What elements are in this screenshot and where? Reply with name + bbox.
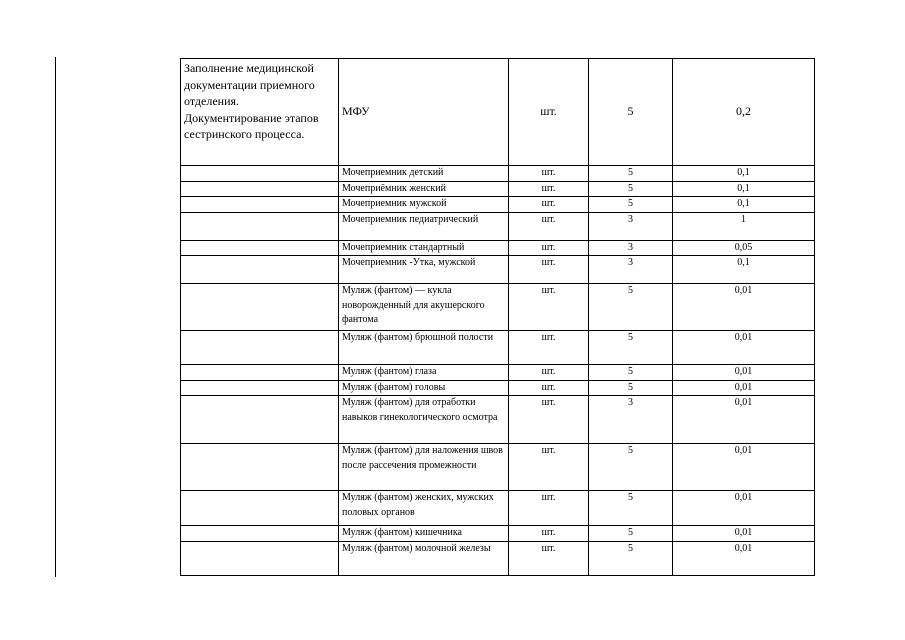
topic-cell bbox=[181, 166, 339, 182]
unit-cell: шт. bbox=[509, 365, 589, 381]
price-cell: 0,1 bbox=[673, 256, 815, 284]
quantity-cell: 5 bbox=[589, 541, 673, 575]
topic-cell bbox=[181, 256, 339, 284]
table-row bbox=[181, 284, 815, 331]
price-cell: 0,05 bbox=[673, 240, 815, 256]
quantity-cell: 5 bbox=[589, 181, 673, 197]
topic-cell bbox=[181, 331, 339, 365]
price-cell: 0,01 bbox=[673, 396, 815, 444]
item-name-cell: Муляж (фантом) брюшной полости bbox=[339, 331, 509, 365]
topic-cell bbox=[181, 240, 339, 256]
item-name-cell: Мочеприемник педиатрический bbox=[339, 212, 509, 240]
table-row bbox=[181, 491, 815, 526]
topic-cell bbox=[181, 212, 339, 240]
quantity-cell: 5 bbox=[589, 331, 673, 365]
topic-cell bbox=[181, 284, 339, 331]
item-name-cell: Мочеприемник детский bbox=[339, 166, 509, 182]
unit-cell bbox=[509, 59, 589, 166]
quantity-cell bbox=[589, 59, 673, 166]
quantity-cell: 5 bbox=[589, 166, 673, 182]
table-row bbox=[181, 181, 815, 197]
equipment-table bbox=[180, 58, 815, 576]
item-name-cell: Мочеприёмник женский bbox=[339, 181, 509, 197]
topic-cell bbox=[181, 444, 339, 491]
table-row bbox=[181, 365, 815, 381]
topic-cell: Заполнение медицинской документации приемного отделения. Документирование этапов сестринского процесса. bbox=[181, 59, 339, 166]
quantity-cell: 3 bbox=[589, 396, 673, 444]
topic-cell bbox=[181, 396, 339, 444]
item-name-cell: Мочеприемник мужской bbox=[339, 197, 509, 213]
unit-cell: шт. bbox=[509, 181, 589, 197]
price-cell: 1 bbox=[673, 212, 815, 240]
item-name-cell: Муляж (фантом) молочной железы bbox=[339, 541, 509, 575]
quantity-cell: 3 bbox=[589, 212, 673, 240]
unit-text: шт. bbox=[540, 103, 557, 118]
quantity-cell: 5 bbox=[589, 380, 673, 396]
table-row bbox=[181, 444, 815, 491]
item-name-cell: Мочеприемник -Утка, мужской bbox=[339, 256, 509, 284]
price-cell: 0,01 bbox=[673, 444, 815, 491]
item-name-cell bbox=[339, 59, 509, 166]
topic-cell bbox=[181, 197, 339, 213]
price-cell: 0,01 bbox=[673, 526, 815, 542]
price-cell: 0,1 bbox=[673, 197, 815, 213]
table-row bbox=[181, 541, 815, 575]
topic-cell bbox=[181, 491, 339, 526]
price-text: 0,2 bbox=[736, 103, 751, 118]
price-cell: 0,01 bbox=[673, 365, 815, 381]
topic-cell bbox=[181, 380, 339, 396]
item-name-cell: Муляж (фантом) кишечника bbox=[339, 526, 509, 542]
price-cell: 0,01 bbox=[673, 541, 815, 575]
quantity-cell: 5 bbox=[589, 197, 673, 213]
item-name-cell: Муляж (фантом) — кукла новорожденный для акушерского фантома bbox=[339, 284, 509, 331]
unit-cell: шт. bbox=[509, 331, 589, 365]
topic-cell bbox=[181, 541, 339, 575]
table-row bbox=[181, 59, 815, 166]
table-row bbox=[181, 526, 815, 542]
table-row bbox=[181, 380, 815, 396]
item-name-cell: Муляж (фантом) для отработки навыков гинекологического осмотра bbox=[339, 396, 509, 444]
table-row bbox=[181, 256, 815, 284]
quantity-cell: 3 bbox=[589, 256, 673, 284]
quantity-cell: 5 bbox=[589, 444, 673, 491]
unit-cell: шт. bbox=[509, 212, 589, 240]
table-row bbox=[181, 212, 815, 240]
topic-cell bbox=[181, 365, 339, 381]
page-margin-line bbox=[55, 57, 56, 577]
quantity-cell: 5 bbox=[589, 491, 673, 526]
item-name-cell: Муляж (фантом) глаза bbox=[339, 365, 509, 381]
price-cell bbox=[673, 59, 815, 166]
quantity-cell: 5 bbox=[589, 284, 673, 331]
unit-cell: шт. bbox=[509, 396, 589, 444]
quantity-cell: 5 bbox=[589, 526, 673, 542]
unit-cell: шт. bbox=[509, 541, 589, 575]
unit-cell: шт. bbox=[509, 491, 589, 526]
unit-cell: шт. bbox=[509, 240, 589, 256]
topic-cell bbox=[181, 526, 339, 542]
item-name-cell: Мочеприемник стандартный bbox=[339, 240, 509, 256]
unit-cell: шт. bbox=[509, 166, 589, 182]
quantity-text: 5 bbox=[627, 103, 634, 118]
price-cell: 0,1 bbox=[673, 181, 815, 197]
table-row bbox=[181, 166, 815, 182]
item-name-cell: Муляж (фантом) женских, мужских половых органов bbox=[339, 491, 509, 526]
topic-cell bbox=[181, 181, 339, 197]
table-row bbox=[181, 240, 815, 256]
table-row bbox=[181, 197, 815, 213]
unit-cell: шт. bbox=[509, 444, 589, 491]
item-name-text: МФУ bbox=[342, 103, 370, 118]
item-name-cell: Муляж (фантом) головы bbox=[339, 380, 509, 396]
price-cell: 0,01 bbox=[673, 380, 815, 396]
table-row bbox=[181, 396, 815, 444]
price-cell: 0,01 bbox=[673, 331, 815, 365]
price-cell: 0,1 bbox=[673, 166, 815, 182]
price-cell: 0,01 bbox=[673, 491, 815, 526]
item-name-cell: Муляж (фантом) для наложения швов после рассечения промежности bbox=[339, 444, 509, 491]
unit-cell: шт. bbox=[509, 256, 589, 284]
quantity-cell: 3 bbox=[589, 240, 673, 256]
price-cell: 0,01 bbox=[673, 284, 815, 331]
unit-cell: шт. bbox=[509, 197, 589, 213]
unit-cell: шт. bbox=[509, 284, 589, 331]
unit-cell: шт. bbox=[509, 380, 589, 396]
quantity-cell: 5 bbox=[589, 365, 673, 381]
unit-cell: шт. bbox=[509, 526, 589, 542]
table-row bbox=[181, 331, 815, 365]
